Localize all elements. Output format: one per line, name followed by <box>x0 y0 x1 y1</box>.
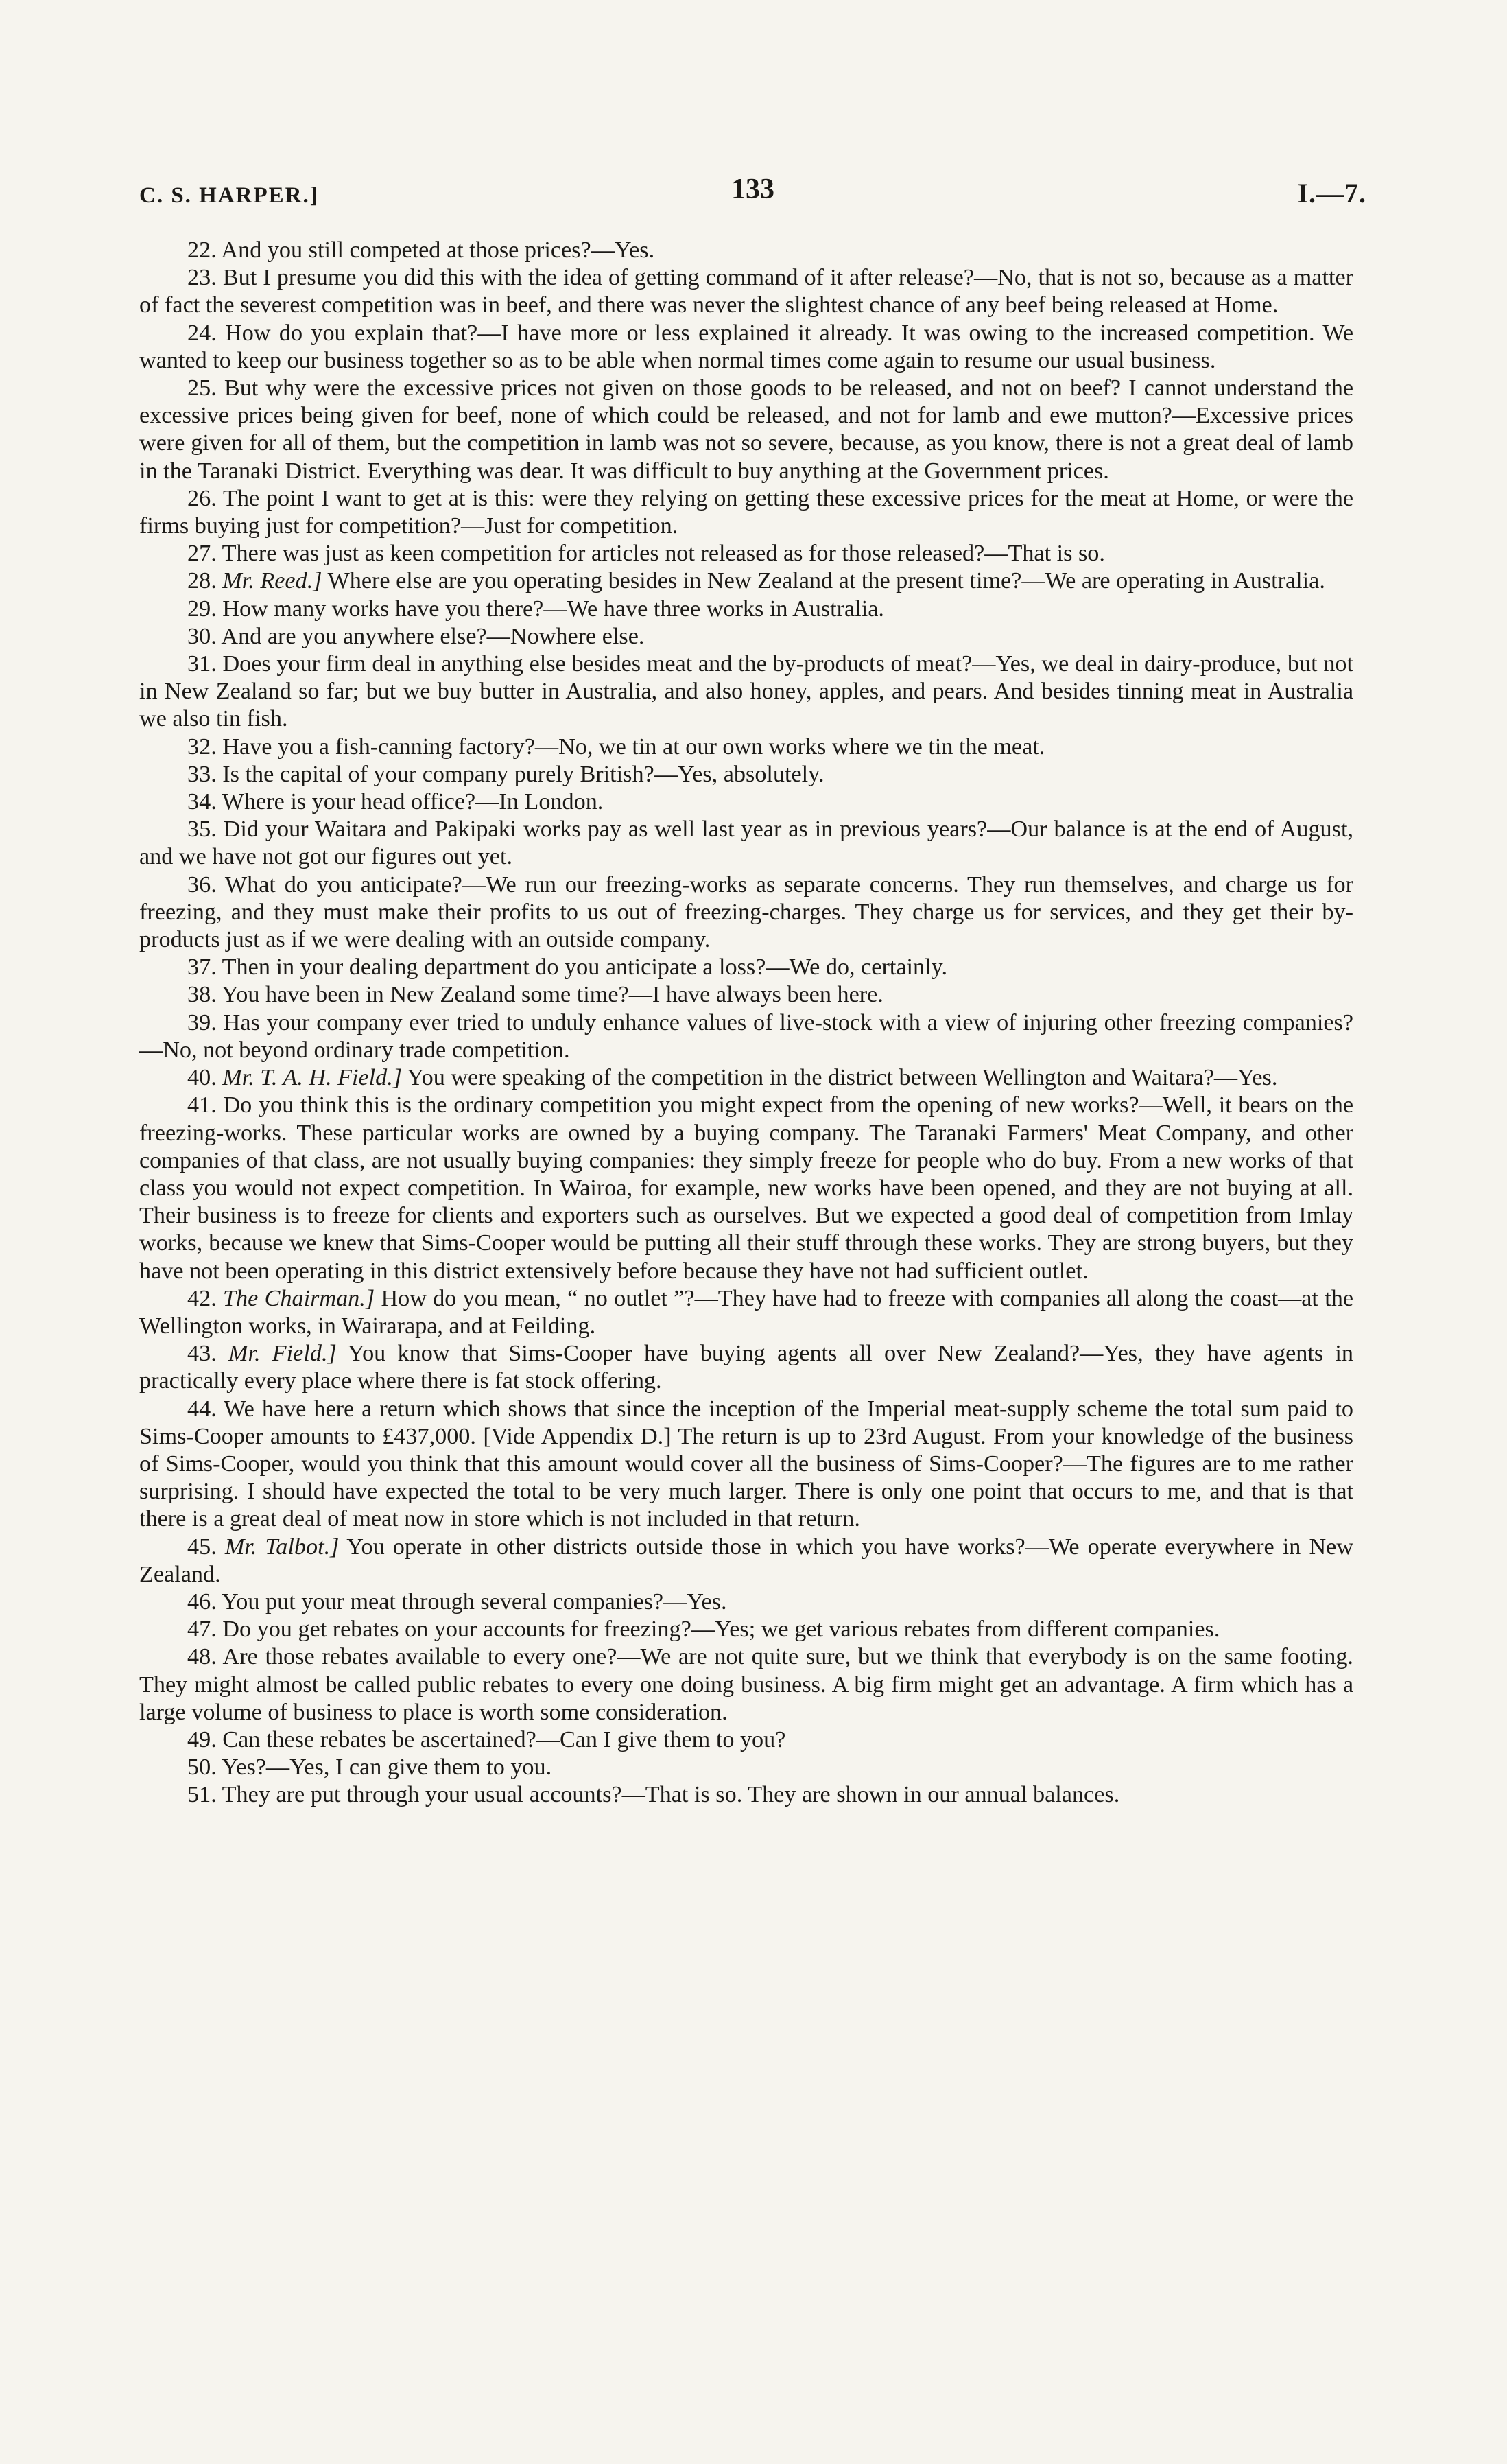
question-text: Did your Waitara and Pakipaki works pay as well last year as in previous years?—Our balance is at the end of August, and we have not got our figures out yet. <box>139 817 1353 870</box>
question-text: There was just as keen competition for articles not released as for those released?—That is so. <box>222 541 1105 567</box>
question-paragraph <box>139 1285 1353 1340</box>
question-number: 25. <box>187 375 217 401</box>
question-paragraph <box>139 540 1353 567</box>
question-number: 49. <box>187 1726 217 1752</box>
witness-name: C. S. HARPER.] <box>139 183 319 208</box>
question-text: What do you anticipate?—We run our freezing-works as separate concerns. They run themselves, and charge us for freezing, and they must make their profits to us out of freezing-charges. They charge us for services, and they get their by-products just as if we were dealing with an outside company. <box>139 871 1353 953</box>
question-text: Is the capital of your company purely British?—Yes, absolutely. <box>222 761 824 787</box>
question-paragraph <box>139 1781 1353 1809</box>
question-number: 23. <box>187 265 217 291</box>
question-number: 45. <box>187 1534 217 1560</box>
question-number: 43. <box>187 1341 217 1367</box>
question-number: 34. <box>187 789 217 815</box>
question-paragraph <box>139 816 1353 871</box>
question-paragraph <box>139 375 1353 485</box>
question-paragraph <box>139 1643 1353 1726</box>
question-number: 28. <box>187 568 217 594</box>
speaker-name: The Chairman.] <box>223 1285 375 1311</box>
speaker-name: Mr. T. A. H. Field.] <box>222 1065 403 1091</box>
question-number: 41. <box>187 1092 217 1118</box>
question-number: 29. <box>187 596 217 622</box>
running-header <box>139 174 1366 218</box>
question-paragraph <box>139 761 1353 788</box>
question-text: How many works have you there?—We have three works in Australia. <box>222 596 884 622</box>
question-paragraph <box>139 1064 1353 1092</box>
question-number: 36. <box>187 871 217 897</box>
question-paragraph <box>139 485 1353 540</box>
question-text: Then in your dealing department do you anticipate a loss?—We do, certainly. <box>222 954 948 981</box>
question-text: Where else are you operating besides in New Zealand at the present time?—We are operating in Australia. <box>327 568 1325 594</box>
question-number: 31. <box>187 651 217 677</box>
question-number: 46. <box>187 1588 217 1615</box>
question-number: 39. <box>187 1009 217 1035</box>
question-paragraph <box>139 1009 1353 1064</box>
question-number: 22. <box>187 237 217 263</box>
question-text: Do you think this is the ordinary competition you might expect from the opening of new works?—Well, it bears on the freezing-works. These particular works are owned by a buying company. The Taranaki Farmers' Meat Company, and other companies of that class, are not usually buying companies: they simply freeze for people who do buy. From a new works of that class you would not expect competition. In Wairoa, for example, new works have been opened, and they are not buying at all. Their business is to freeze for clients and exporters such as ourselves. But we expected a good deal of competition from Imlay works, because we knew that Sims-Cooper would be putting all their stuff through these works. They are strong buyers, but they have not been operating in this district extensively before because they have not had sufficient outlet. <box>139 1092 1353 1284</box>
question-text: You put your meat through several companies?—Yes. <box>222 1588 727 1615</box>
question-text: The point I want to get at is this: were they relying on getting these excessive prices for the meat at Home, or were the firms buying just for competition?—Just for competition. <box>139 485 1353 539</box>
question-paragraph <box>139 567 1353 595</box>
question-paragraph <box>139 596 1353 623</box>
question-number: 37. <box>187 954 217 981</box>
question-paragraph <box>139 871 1353 954</box>
page-number: 133 <box>731 174 774 205</box>
question-number: 40. <box>187 1065 217 1091</box>
question-paragraph <box>139 1616 1353 1643</box>
question-text: And are you anywhere else?—Nowhere else. <box>221 623 645 649</box>
question-number: 30. <box>187 623 217 649</box>
question-text: Can these rebates be ascertained?—Can I give them to you? <box>222 1726 786 1752</box>
speaker-name: Mr. Talbot.] <box>224 1534 340 1560</box>
question-number: 48. <box>187 1644 217 1670</box>
evidence-body <box>139 237 1353 1809</box>
question-text: They are put through your usual accounts?—That is so. They are shown in our annual balances. <box>222 1782 1120 1808</box>
paper-reference: I.—7. <box>1297 178 1366 209</box>
question-paragraph <box>139 734 1353 761</box>
question-text: But I presume you did this with the idea of getting command of it after release?—No, that is not so, because as a matter of fact the severest competition was in beef, and there was never the slightest chance of any beef being released at Home. <box>139 265 1354 318</box>
question-text: You know that Sims-Cooper have buying agents all over New Zealand?—Yes, they have agents in practically every place where there is fat stock offering. <box>139 1341 1353 1394</box>
question-number: 42. <box>187 1285 217 1311</box>
question-number: 47. <box>187 1617 217 1643</box>
question-paragraph <box>139 1340 1353 1395</box>
question-paragraph <box>139 1754 1353 1781</box>
question-paragraph <box>139 1726 1353 1754</box>
question-number: 24. <box>187 320 217 346</box>
question-paragraph <box>139 1092 1353 1284</box>
question-number: 44. <box>187 1396 217 1422</box>
question-text: How do you explain that?—I have more or less explained it already. It was owing to the increased competition. We wanted to keep our business together so as to be able when normal times come again to resume our usual business. <box>139 320 1353 373</box>
question-number: 33. <box>187 761 217 787</box>
question-text: You operate in other districts outside those in which you have works?—We operate everywhere in New Zealand. <box>139 1534 1354 1587</box>
question-text: Are those rebates available to every one?—We are not quite sure, but we think that everybody is on the same footing. They might almost be called public rebates to every one doing business. A big firm might get an advantage. A firm which has a large volume of business to place is worth some consideration. <box>139 1644 1353 1725</box>
question-paragraph <box>139 650 1353 734</box>
speaker-name: Mr. Reed.] <box>222 568 322 594</box>
question-text: How do you mean, “ no outlet ”?—They have had to freeze with companies all along the coast—at the Wellington works, in Wairarapa, and at Feilding. <box>139 1285 1353 1339</box>
question-number: 26. <box>187 485 217 511</box>
question-paragraph <box>139 237 1353 264</box>
question-paragraph <box>139 320 1353 375</box>
question-text: And you still competed at those prices?—Yes. <box>221 237 655 263</box>
question-text: But why were the excessive prices not given on those goods to be released, and not on beef? I cannot understand the excessive prices being given for beef, none of which could be released, and not for lamb and ewe mutton?—Excessive prices were given for all of them, but the competition in lamb was not so severe, because, as you know, there is not a great deal of lamb in the Taranaki District. Everything was dear. It was difficult to buy anything at the Government prices. <box>139 375 1354 484</box>
question-text: We have here a return which shows that since the inception of the Imperial meat-supply scheme the total sum paid to Sims-Cooper amounts to £437,000. [Vide Appendix D.] The return is up to 23rd August. From your knowledge of the business of Sims-Cooper, would you think that this amount would cover all the business of Sims-Cooper?—The figures are to me rather surprising. I should have expected the total to be very much larger. There is only one point that occurs to me, and that is that there is a great deal of meat now in store which is not included in that return. <box>139 1396 1353 1532</box>
question-paragraph <box>139 981 1353 1009</box>
question-text: You have been in New Zealand some time?—I have always been here. <box>222 982 883 1008</box>
question-text: Yes?—Yes, I can give them to you. <box>222 1755 552 1781</box>
question-text: Where is your head office?—In London. <box>222 789 604 815</box>
question-text: Have you a fish-canning factory?—No, we tin at our own works where we tin the meat. <box>222 734 1045 760</box>
question-paragraph <box>139 954 1353 981</box>
question-number: 51. <box>187 1782 217 1808</box>
speaker-name: Mr. Field.] <box>228 1341 337 1367</box>
question-paragraph <box>139 264 1353 319</box>
question-number: 50. <box>187 1755 217 1781</box>
question-paragraph <box>139 1396 1353 1534</box>
question-text: Does your firm deal in anything else besides meat and the by-products of meat?—Yes, we deal in dairy-produce, but not in New Zealand so far; but we buy butter in Australia, and also honey, apples, and pears. And besides tinning meat in Australia we also tin fish. <box>139 651 1354 732</box>
question-number: 38. <box>187 982 217 1008</box>
question-number: 27. <box>187 541 217 567</box>
question-paragraph <box>139 788 1353 816</box>
question-text: You were speaking of the competition in the district between Wellington and Waitara?—Yes. <box>407 1065 1278 1091</box>
question-paragraph <box>139 1588 1353 1616</box>
question-text: Do you get rebates on your accounts for freezing?—Yes; we get various rebates from different companies. <box>222 1617 1220 1643</box>
question-number: 32. <box>187 734 217 760</box>
question-text: Has your company ever tried to unduly enhance values of live-stock with a view of injuring other freezing companies?—No, not beyond ordinary trade competition. <box>139 1009 1354 1063</box>
question-number: 35. <box>187 817 217 843</box>
question-paragraph <box>139 623 1353 650</box>
question-paragraph <box>139 1534 1353 1588</box>
